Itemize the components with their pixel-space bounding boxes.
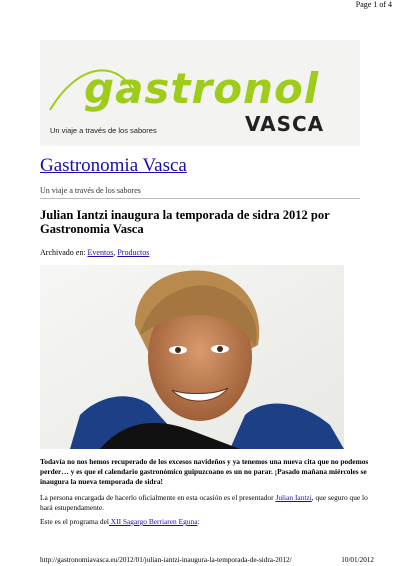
p2-text-after: , que seguro que lo hará estupendamente.	[40, 493, 368, 512]
p3-text-before: Este es el programa del	[40, 517, 109, 526]
post-photo	[40, 265, 344, 449]
footer-date: 10/01/2012	[341, 556, 374, 564]
post-categories: Archivado en: Eventos, Productos	[40, 248, 150, 257]
site-description: Un viaje a través de los sabores	[40, 186, 141, 195]
presenter-link[interactable]: Julian Iantzi	[275, 493, 312, 502]
p3-text-after: :	[197, 517, 200, 526]
post-paragraph-presenter	[40, 493, 370, 513]
site-title-link[interactable]: Gastronomia Vasca	[40, 155, 187, 176]
category-link-eventos[interactable]: Eventos	[87, 248, 114, 257]
post-intro-bold: Todavía no nos hemos recuperado de los excesos navideños y ya tenemos una nueva cita que no podemos perder… y es que el calendario gastronómico guipuzcoano es un no parar. ¡Pasado mañana miércoles se inaugura la nueva temporada de sidra!	[40, 457, 369, 486]
banner-tagline: Un viaje a través de los sabores	[50, 126, 157, 135]
archived-label: Archivado en:	[40, 248, 88, 257]
program-link[interactable]: XII Sagargo Berriaren Eguna	[108, 517, 198, 526]
post-title: Julian Iantzi inaugura la temporada de sidra 2012 por Gastronomia Vasca	[40, 208, 330, 236]
p2-text-before: La persona encargada de hacerlo oficialmente en esta ocasión es el presentador	[40, 493, 276, 502]
print-footer	[40, 556, 374, 564]
post-paragraph-program	[40, 517, 370, 527]
category-link-productos[interactable]: Productos	[117, 248, 150, 257]
footer-url: http://gastronomiavasca.eu/2012/01/julian-iantzi-inaugura-la-temporada-de-sidra-2012/	[40, 556, 292, 564]
banner-vasca-wordmark: VASCA	[245, 112, 325, 136]
header-divider	[40, 198, 360, 199]
site-banner[interactable]	[40, 40, 360, 146]
page-number: Page 1 of 4	[355, 0, 392, 9]
banner-brand-wordmark: gastronol	[84, 64, 320, 113]
